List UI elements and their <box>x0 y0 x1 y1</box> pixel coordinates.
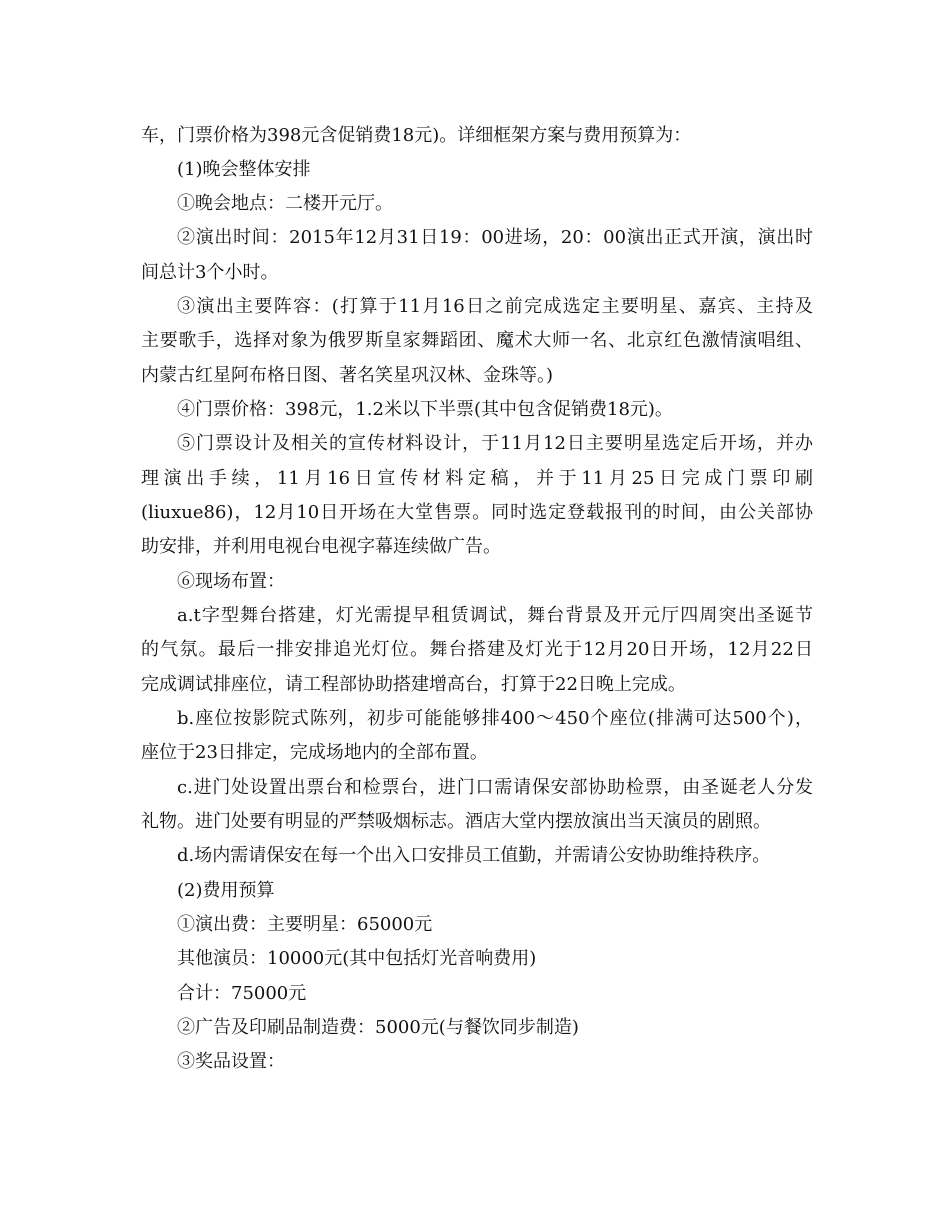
text-line: c.进门处设置出票台和检票台，进门口需请保安部协助检票，由圣诞老人分发 <box>177 777 813 798</box>
text-line: 座位于23日排定，完成场地内的全部布置。 <box>141 742 488 763</box>
text-line: ②广告及印刷品制造费：5000元(与餐饮同步制造) <box>177 1017 579 1038</box>
text-line: ③奖品设置： <box>177 1051 285 1072</box>
text-line: ①演出费：主要明星：65000元 <box>177 914 433 935</box>
text-line: 的气氛。最后一排安排追光灯位。舞台搭建及灯光于12月20日开场，12月22日 <box>141 639 813 660</box>
text-line: d.场内需请保安在每一个出入口安排员工值勤，并需请公安协助维持秩序。 <box>177 845 771 866</box>
text-line: 助安排，并利用电视台电视字幕连续做广告。 <box>141 536 501 557</box>
text-line: 礼物。进门处要有明显的严禁吸烟标志。酒店大堂内摆放演出当天演员的剧照。 <box>141 811 771 832</box>
text-line: ②演出时间：2015年12月31日19：00进场，20：00演出正式开演，演出时 <box>177 227 813 248</box>
text-line: ①晚会地点：二楼开元厅。 <box>177 193 393 214</box>
text-line: 车，门票价格为398元含促销费18元)。详细框架方案与费用预算为： <box>141 125 692 146</box>
section-heading: (2)费用预算 <box>177 880 275 901</box>
text-line: 其他演员：10000元(其中包括灯光音响费用) <box>177 948 537 969</box>
text-line: 理演出手续，11月16日宣传材料定稿，并于11月25日完成门票印刷 <box>141 468 813 489</box>
text-line: ⑤门票设计及相关的宣传材料设计，于11月12日主要明星选定后开场，并办 <box>177 433 813 454</box>
text-line: ④门票价格：398元，1.2米以下半票(其中包含促销费18元)。 <box>177 399 673 420</box>
text-line: 间总计3个小时。 <box>141 262 279 283</box>
text-line: 主要歌手，选择对象为俄罗斯皇家舞蹈团、魔术大师一名、北京红色激情演唱组、 <box>141 330 813 351</box>
text-line: b.座位按影院式陈列，初步可能能够排400～450个座位(排满可达500个)， <box>177 708 813 729</box>
text-line: 合计：75000元 <box>177 983 307 1004</box>
text-line: a.t字型舞台搭建，灯光需提早租赁调试，舞台背景及开元厅四周突出圣诞节 <box>177 605 813 626</box>
text-line: 内蒙古红星阿布格日图、著名笑星巩汉林、金珠等。) <box>141 365 554 386</box>
text-line: ③演出主要阵容：(打算于11月16日之前完成选定主要明星、嘉宾、主持及 <box>177 296 813 317</box>
text-line: 完成调试排座位，请工程部协助搭建增高台，打算于22日晚上完成。 <box>141 674 686 695</box>
section-heading: (1)晚会整体安排 <box>177 159 311 180</box>
text-line: ⑥现场布置： <box>177 571 285 592</box>
text-line: (liuxue86)，12月10日开场在大堂售票。同时选定登载报刊的时间，由公关部协 <box>141 502 813 523</box>
